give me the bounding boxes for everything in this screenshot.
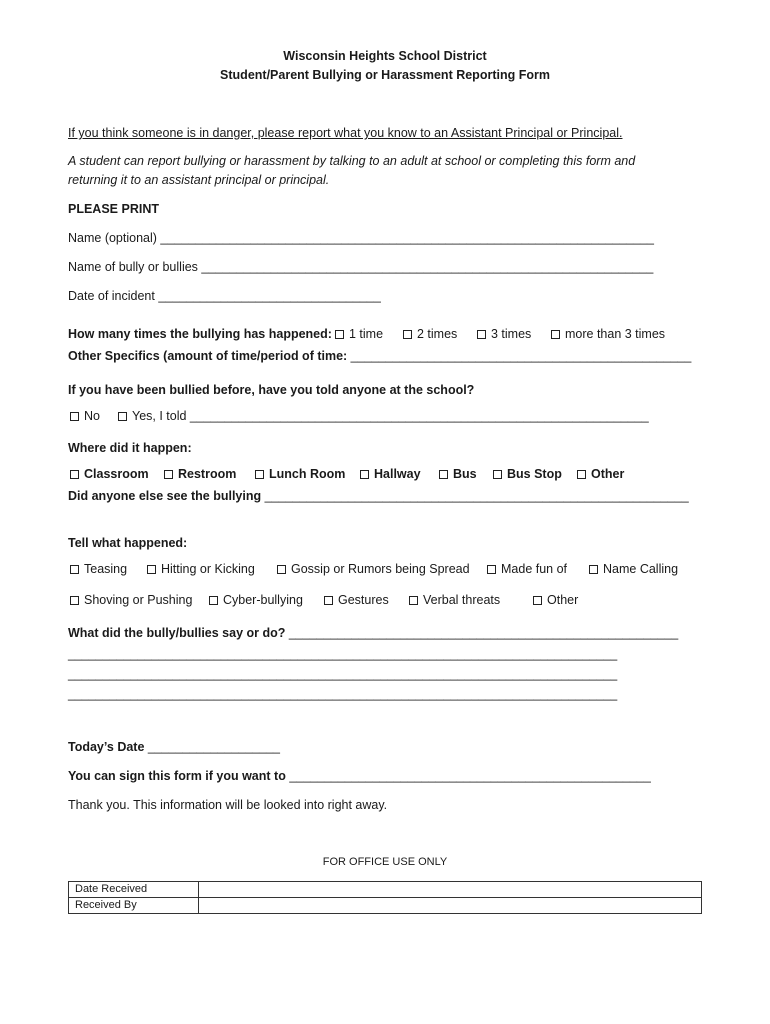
checkbox-icon[interactable] [439,470,448,479]
option-label: Gossip or Rumors being Spread [291,562,470,576]
option-label: Bus Stop [507,467,562,481]
location-question: Where did it happen: [68,441,192,455]
frequency-option-2[interactable] [403,326,457,342]
table-row [69,882,702,898]
checkbox-icon[interactable] [324,596,333,605]
option-label: Bus [453,467,477,481]
option-label: Other [591,467,625,481]
checkbox-icon[interactable] [360,470,369,479]
option-label: 3 times [491,327,532,341]
checkbox-icon[interactable] [209,596,218,605]
checkbox-icon[interactable] [477,330,486,339]
answer-line-3[interactable]: _______________________________________________________________________________ [68,687,618,701]
bully-name-label: Name of bully or bullies [68,260,202,274]
option-label: Shoving or Pushing [84,593,193,607]
incident-date-label: Date of incident [68,289,159,303]
option-label: Hitting or Kicking [161,562,255,576]
date-received-cell[interactable] [199,882,702,898]
office-use-table [68,881,702,914]
danger-notice: If you think someone is in danger, please report what you know to an Assistant Principal or Principal. [68,126,623,140]
option-label: Cyber-bullying [223,593,303,607]
location-option-restroom[interactable] [164,466,236,482]
witness-field[interactable] [68,488,689,504]
date-received-label: Date Received [69,882,199,898]
option-label: more than 3 times [565,327,666,341]
option-label: Restroom [178,467,237,481]
frequency-question: How many times the bullying has happened: [68,327,332,341]
bully-said-blank[interactable]: ________________________________________________________ [288,626,679,640]
what-option-gestures[interactable] [324,592,389,608]
received-by-label: Received By [69,898,199,914]
incident-date-blank[interactable]: ________________________________ [158,289,381,303]
instructions-line-2: returning it to an assistant principal or principal. [68,173,330,187]
checkbox-icon[interactable] [409,596,418,605]
option-label: Other [547,593,579,607]
instructions-line-1: A student can report bullying or harassment by talking to an adult at school or completing this form and [68,154,636,168]
witness-blank[interactable]: _____________________________________________________________ [264,489,689,503]
other-specifics-blank[interactable]: _________________________________________________ [350,349,692,363]
checkbox-icon[interactable] [493,470,502,479]
told-question: If you have been bullied before, have you told anyone at the school? [68,383,475,397]
what-happened-question: Tell what happened: [68,536,188,550]
what-option-hitting[interactable] [147,561,255,577]
told-yes-option[interactable] [118,408,649,424]
bully-name-field[interactable] [68,259,653,275]
option-label: 2 times [417,327,458,341]
signature-field[interactable] [68,768,651,784]
name-label: Name (optional) [68,231,161,245]
what-option-verbal-threats[interactable] [409,592,500,608]
what-option-made-fun-of[interactable] [487,561,567,577]
todays-date-field[interactable] [68,739,280,755]
checkbox-icon[interactable] [147,565,156,574]
thank-you-note: Thank you. This information will be looked into right away. [68,798,388,812]
district-name: Wisconsin Heights School District [283,49,487,63]
answer-line-1[interactable]: _______________________________________________________________________________ [68,647,618,661]
name-blank[interactable]: _______________________________________________________________________ [160,231,654,245]
option-label: Name Calling [603,562,679,576]
what-option-gossip[interactable] [277,561,470,577]
location-option-bus-stop[interactable] [493,466,562,482]
frequency-option-3[interactable] [477,326,531,342]
option-label: No [84,409,100,423]
other-specifics-label: Other Specifics (amount of time/period of time: [68,349,351,363]
checkbox-icon[interactable] [403,330,412,339]
please-print-label: PLEASE PRINT [68,202,159,216]
option-label: Verbal threats [423,593,501,607]
checkbox-icon[interactable] [487,565,496,574]
option-label: Teasing [84,562,128,576]
checkbox-icon[interactable] [70,470,79,479]
option-label: Lunch Room [269,467,346,481]
checkbox-icon[interactable] [533,596,542,605]
told-yes-blank[interactable]: __________________________________________________________________ [189,409,649,423]
incident-date-field[interactable] [68,288,381,304]
checkbox-icon[interactable] [589,565,598,574]
bully-said-field[interactable] [68,625,678,641]
checkbox-icon[interactable] [335,330,344,339]
checkbox-icon[interactable] [70,596,79,605]
witness-label: Did anyone else see the bullying [68,489,265,503]
frequency-option-4[interactable] [551,326,665,342]
checkbox-icon[interactable] [577,470,586,479]
todays-date-blank[interactable]: ___________________ [147,740,280,754]
option-label: Classroom [84,467,149,481]
location-option-other[interactable] [577,466,624,482]
option-label: 1 time [349,327,384,341]
option-label: Gestures [338,593,389,607]
location-option-classroom[interactable] [70,466,149,482]
form-title: Student/Parent Bullying or Harassment Reporting Form [220,68,550,82]
office-use-heading: FOR OFFICE USE ONLY [322,856,448,868]
checkbox-icon[interactable] [70,565,79,574]
answer-line-2[interactable]: _______________________________________________________________________________ [68,667,618,681]
location-option-hallway[interactable] [360,466,421,482]
checkbox-icon[interactable] [164,470,173,479]
received-by-cell[interactable] [199,898,702,914]
other-specifics-field[interactable] [68,348,691,364]
checkbox-icon[interactable] [255,470,264,479]
what-option-cyber-bullying[interactable] [209,592,303,608]
bully-said-label: What did the bully/bullies say or do? [68,626,289,640]
what-option-teasing[interactable] [70,561,127,577]
checkbox-icon[interactable] [118,412,127,421]
name-field[interactable] [68,230,654,246]
checkbox-icon[interactable] [551,330,560,339]
table-row [69,898,702,914]
bully-name-blank[interactable]: _________________________________________________________________ [201,260,654,274]
option-label: Hallway [374,467,421,481]
option-label: Yes, I told [132,409,190,423]
what-option-name-calling[interactable] [589,561,678,577]
option-label: Made fun of [501,562,568,576]
signature-blank[interactable]: ____________________________________________________ [289,769,651,783]
told-no-option[interactable] [70,408,100,424]
location-option-bus[interactable] [439,466,477,482]
what-option-shoving[interactable] [70,592,192,608]
signature-label: You can sign this form if you want to [68,769,290,783]
frequency-option-1[interactable] [335,326,383,342]
checkbox-icon[interactable] [70,412,79,421]
checkbox-icon[interactable] [277,565,286,574]
what-option-other[interactable] [533,592,578,608]
location-option-lunch-room[interactable] [255,466,345,482]
todays-date-label: Today’s Date [68,740,148,754]
